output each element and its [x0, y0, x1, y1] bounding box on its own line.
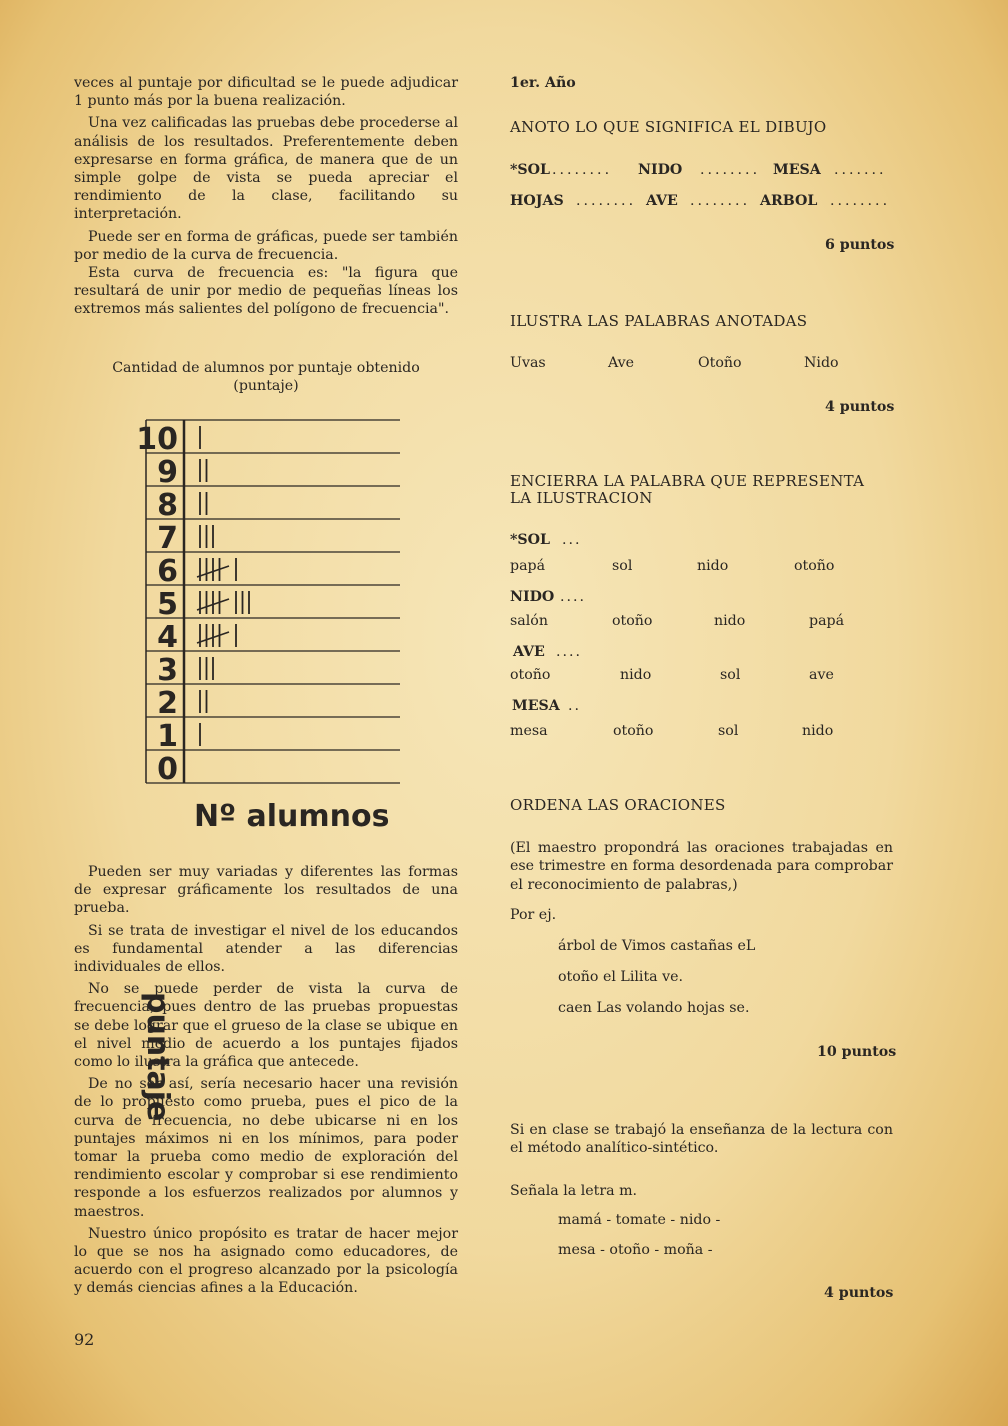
tick-label: 8 — [157, 488, 178, 523]
points-label: 6 puntos — [825, 237, 895, 253]
word: ARBOL — [760, 193, 818, 209]
section-title: LA ILUSTRACION — [510, 489, 653, 507]
tick-label: 2 — [157, 686, 178, 721]
word: Otoño — [698, 355, 742, 371]
paragraph: veces al puntaje por dificultad se le puede adjudicar 1 punto más por la buena realización. — [74, 75, 458, 110]
word: HOJAS — [510, 193, 564, 209]
chart-grid — [146, 420, 400, 783]
section-title: ENCIERRA LA PALABRA QUE REPRESENTA — [510, 472, 865, 490]
blank-dots: ........ — [576, 193, 637, 209]
tick-label: 1 — [157, 719, 178, 754]
word: *SOL — [510, 162, 550, 178]
tick-label: 10 — [136, 422, 178, 457]
paragraph: No se puede perder de vista la curva de frecuencia, pues dentro de las pruebas propuestas se debe lograr que el grueso de la clase se ubique en el nivel medio de acuerdo a los puntajes fijados como lo ilustra la gráfica que antecede. — [74, 981, 458, 1071]
blank-dots: ... — [562, 532, 582, 548]
option: otoño — [613, 723, 654, 739]
option: salón — [510, 613, 548, 629]
blank-dots: ....... — [834, 162, 887, 178]
option: sol — [720, 667, 741, 683]
word: Uvas — [510, 355, 546, 371]
word: MESA — [773, 162, 821, 178]
tick-label: 6 — [157, 554, 178, 589]
word: AVE — [513, 644, 545, 660]
word: *SOL — [510, 532, 550, 548]
left-column — [74, 74, 458, 323]
option: papá — [510, 558, 546, 574]
chart-caption — [74, 359, 458, 396]
instruction: Señala la letra m. — [510, 1183, 638, 1199]
word: NIDO — [638, 162, 683, 178]
tick-label: 7 — [157, 521, 178, 556]
scrambled-sentence: árbol de Vimos castañas eL — [558, 938, 756, 954]
blank-dots: .... — [556, 644, 583, 660]
option: otoño — [794, 558, 835, 574]
blank-dots: .. — [568, 698, 582, 714]
tick-label: 0 — [157, 752, 178, 787]
option: sol — [718, 723, 739, 739]
x-axis-label: Nº alumnos — [194, 799, 390, 834]
chart-ticks — [136, 422, 178, 787]
blank-dots: .... — [560, 589, 587, 605]
blank-dots: ........ — [552, 162, 613, 178]
caption-line: Cantidad de alumnos por puntaje obtenido — [112, 360, 420, 376]
points-label: 4 puntos — [824, 1285, 894, 1301]
option: nido — [697, 558, 729, 574]
word: Nido — [804, 355, 839, 371]
option: mesa — [510, 723, 548, 739]
scrambled-sentence: caen Las volando hojas se. — [558, 1000, 750, 1016]
paragraph: Si en clase se trabajó la enseñanza de la lectura con el método analítico-sintético. — [510, 1122, 893, 1157]
tick-label: 5 — [157, 587, 178, 622]
blank-dots: ........ — [830, 193, 891, 209]
option: otoño — [510, 667, 551, 683]
tick-label: 4 — [157, 620, 178, 655]
points-label: 4 puntos — [825, 399, 895, 415]
example-label: Por ej. — [510, 907, 557, 923]
paragraph: Esta curva de frecuencia es: "la figura que resultará de unir por medio de pequeñas líneas los extremos más salientes del polígono de frecuencia". — [74, 265, 458, 318]
chart-tallies — [197, 426, 249, 746]
page-number: 92 — [74, 1330, 95, 1349]
y-axis-label: puntaje — [140, 992, 175, 1122]
left-column-lower — [74, 863, 458, 1302]
word-list: mesa - otoño - moña - — [558, 1242, 713, 1258]
option: papá — [809, 613, 845, 629]
word: MESA — [512, 698, 560, 714]
scrambled-sentence: otoño el Lilita ve. — [558, 969, 684, 985]
option: nido — [620, 667, 652, 683]
tick-label: 3 — [157, 653, 178, 688]
blank-dots: ........ — [690, 193, 751, 209]
word: NIDO — [510, 589, 555, 605]
tick-label: 9 — [157, 455, 178, 490]
section-title: ORDENA LAS ORACIONES — [510, 796, 726, 814]
year-label: 1er. Año — [510, 75, 576, 91]
section-title: ANOTO LO QUE SIGNIFICA EL DIBUJO — [510, 118, 827, 136]
option: otoño — [612, 613, 653, 629]
option: nido — [802, 723, 834, 739]
instruction-note: (El maestro propondrá las oraciones trabajadas en ese trimestre en forma desordenada para comprobar el reconocimiento de palabras,) — [510, 840, 893, 893]
paragraph: Nuestro único propósito es tratar de hacer mejor lo que se nos ha asignado como educadores, de acuerdo con el progreso alcanzado por la psicología y demás ciencias afines a la Educación. — [74, 1225, 458, 1297]
blank-dots: ........ — [700, 162, 761, 178]
caption-line: (puntaje) — [233, 378, 299, 395]
option: nido — [714, 613, 746, 629]
word: AVE — [646, 193, 678, 209]
word: Ave — [608, 355, 635, 371]
paragraph: Si se trata de investigar el nivel de los educandos es fundamental atender a las diferencias individuales de ellos. — [74, 922, 458, 976]
paragraph: Una vez calificadas las pruebas debe procederse al análisis de los resultados. Preferentemente deben expresarse en forma gráfica, de manera que de un simple golpe de vista se pueda apreciar el rendimiento de la clase, facilitando su interpretación. — [74, 115, 458, 223]
option: ave — [809, 667, 834, 683]
word-list: mamá - tomate - nido - — [558, 1212, 721, 1228]
paragraph: De no ser así, sería necesario hacer una revisión de lo propuesto como prueba, pues el pico de la curva de frecuencia, no debe ubicarse ni en los puntajes máximos ni en los mínimos, para poder tomar la prueba como medio de exploración del rendimiento escolar y comprobar si ese rendimiento responde a los esfuerzos realizados por alumnos y maestros. — [74, 1076, 458, 1220]
option: sol — [612, 558, 633, 574]
points-label: 10 puntos — [817, 1044, 897, 1060]
paragraph: Pueden ser muy variadas y diferentes las formas de expresar gráficamente los resultados de una prueba. — [74, 864, 458, 917]
section-title: ILUSTRA LAS PALABRAS ANOTADAS — [510, 312, 808, 330]
paragraph: Puede ser en forma de gráficas, puede ser también por medio de la curva de frecuencia. — [74, 228, 458, 263]
